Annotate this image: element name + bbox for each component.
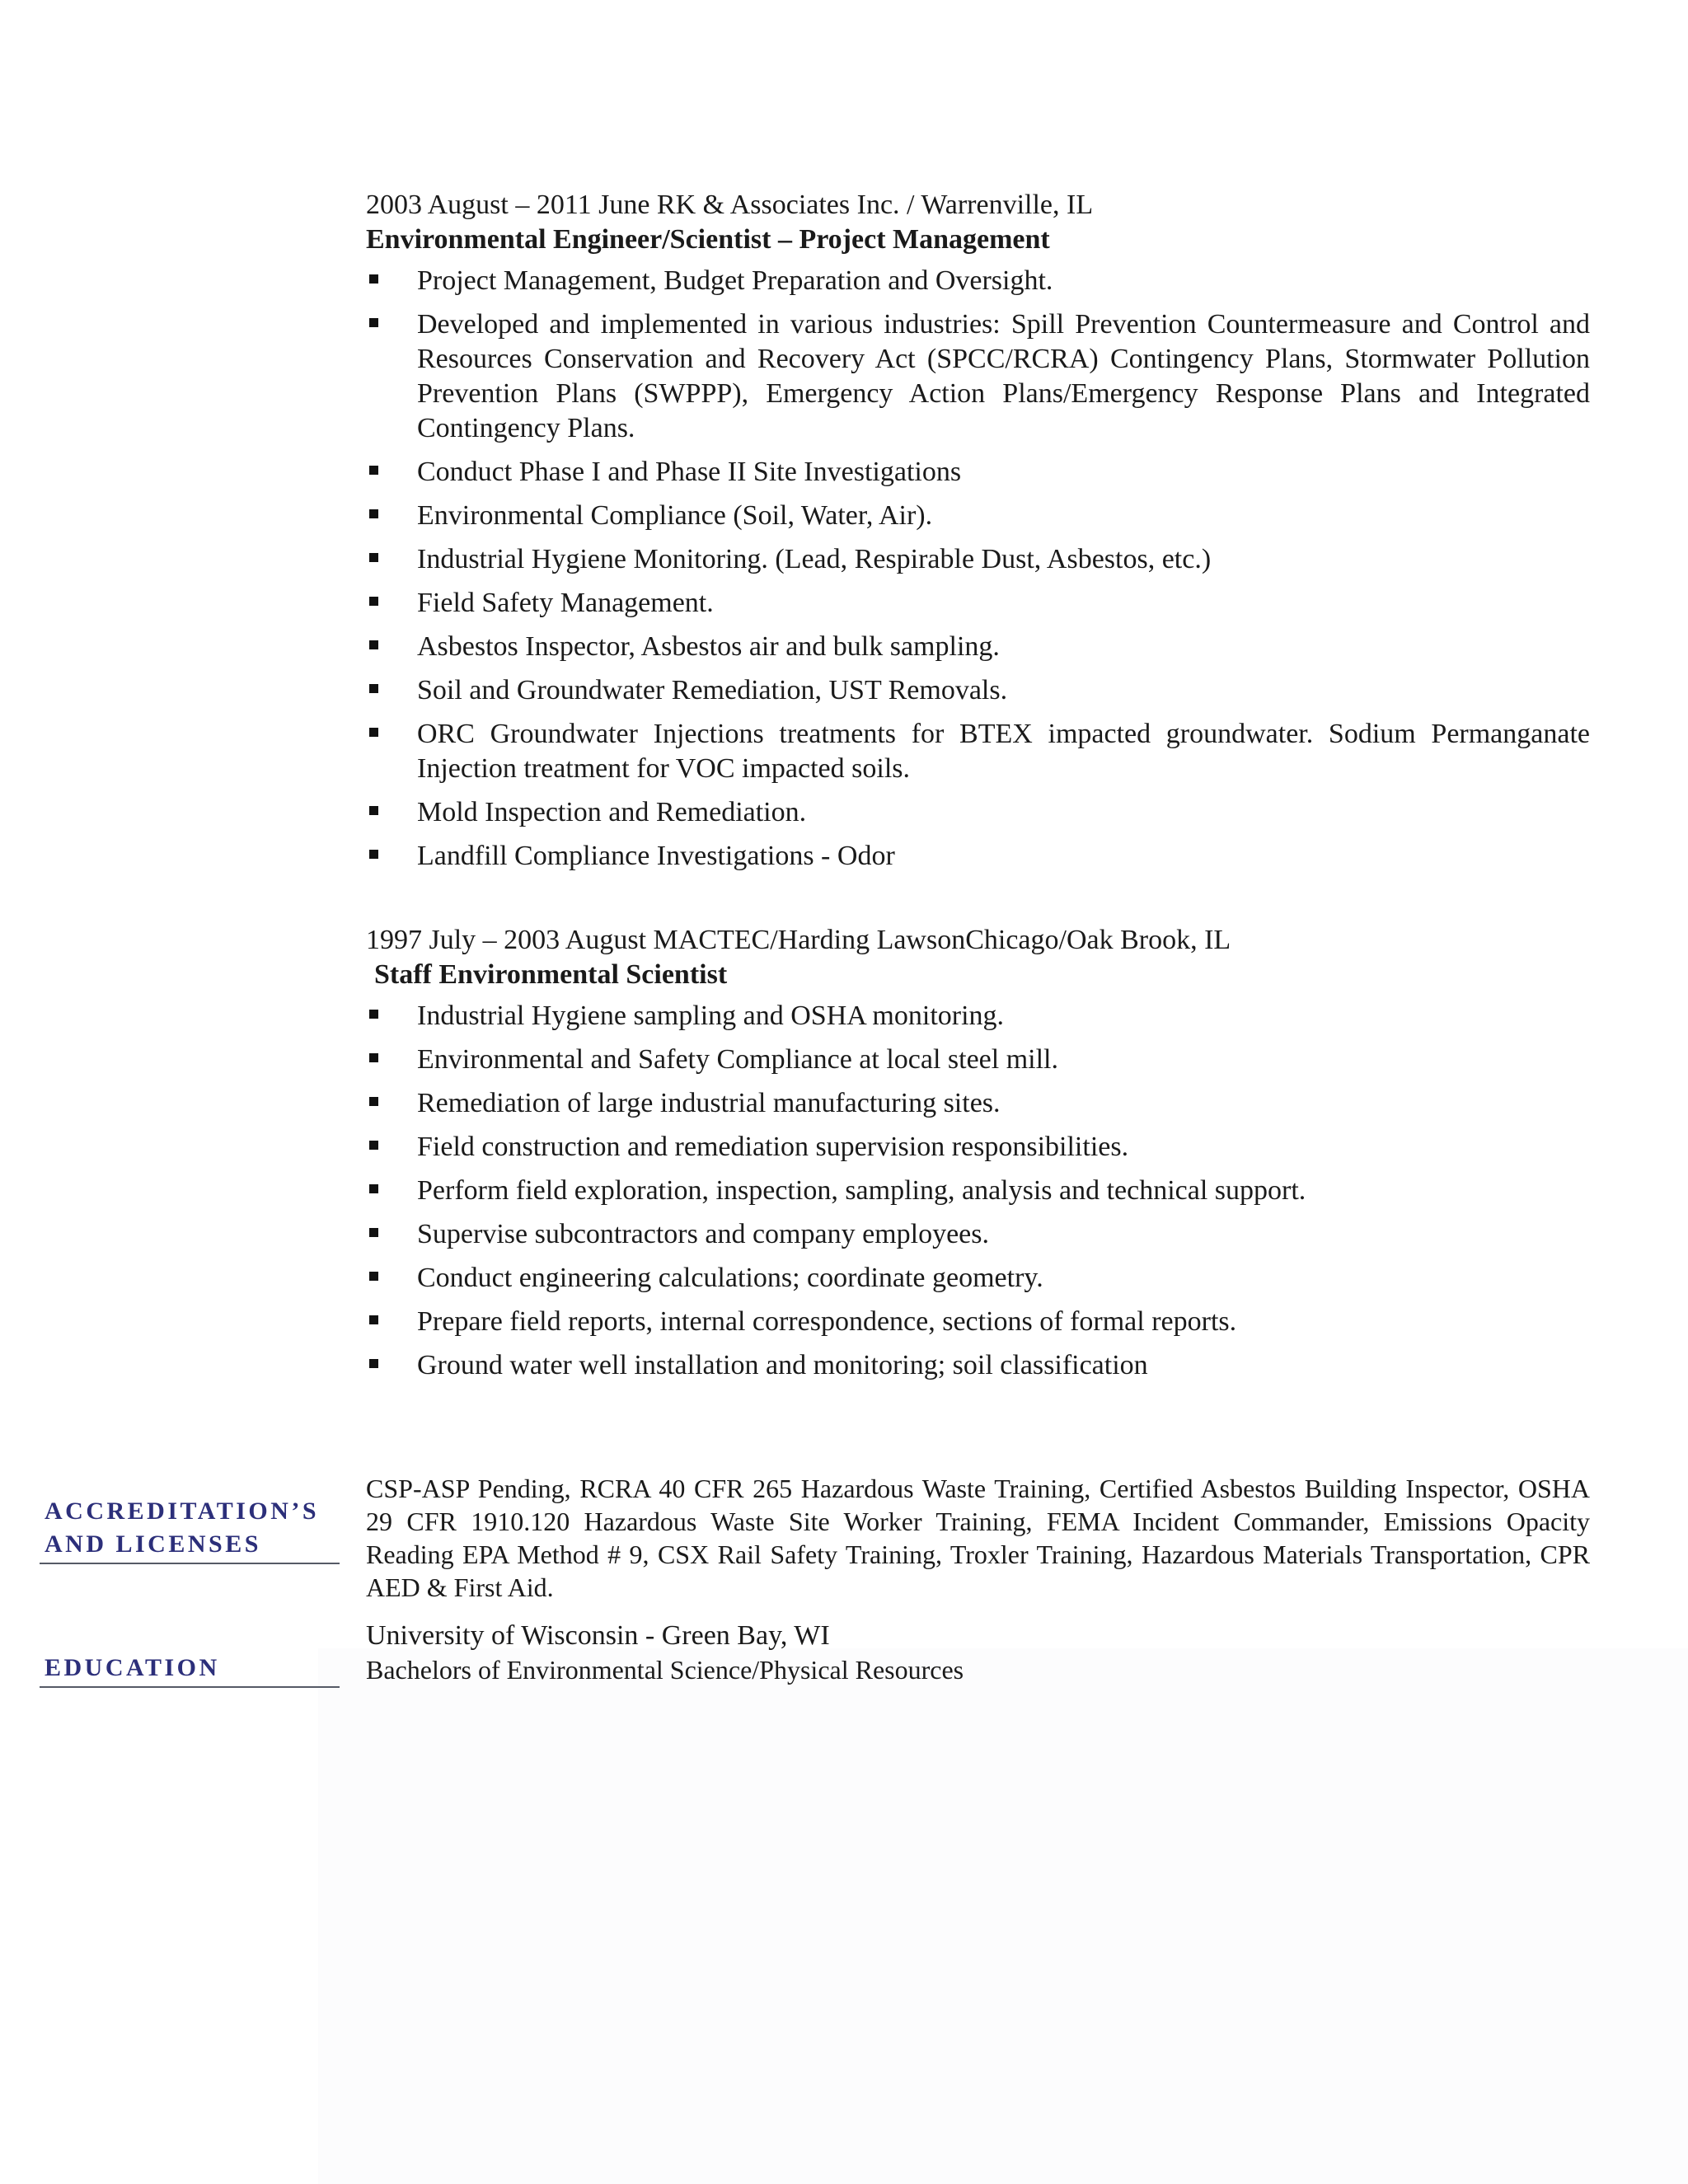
bullet-icon	[369, 1359, 378, 1368]
bullet-icon	[369, 1228, 378, 1237]
list-item	[366, 307, 1590, 446]
list-item	[366, 1217, 1590, 1252]
bullet-icon	[369, 318, 378, 327]
education-label: EDUCATION	[45, 1654, 220, 1681]
page-background-shade	[318, 1648, 1688, 2184]
bullet-icon	[369, 806, 378, 815]
bullet-text: Project Management, Budget Preparation and Oversight.	[417, 265, 1053, 296]
job-title: Staff Environmental Scientist	[374, 959, 728, 990]
bullet-icon	[369, 509, 378, 518]
bullet-text: Remediation of large industrial manufacturing sites.	[417, 1088, 1001, 1118]
list-item	[366, 586, 1590, 621]
bullet-icon	[369, 850, 378, 859]
bullet-text: Mold Inspection and Remediation.	[417, 797, 807, 827]
bullet-text: Industrial Hygiene Monitoring. (Lead, Respirable Dust, Asbestos, etc.)	[417, 544, 1212, 574]
list-item	[366, 839, 1590, 874]
job-header: 2003 August – 2011 June RK & Associates Inc. / Warrenville, IL	[366, 190, 1094, 220]
accreditations-label	[45, 1495, 341, 1561]
bullet-text: Ground water well installation and monitoring; soil classification	[417, 1350, 1148, 1380]
bullet-icon	[369, 274, 378, 284]
section-divider	[40, 1563, 340, 1564]
list-item	[366, 795, 1590, 830]
education-school: University of Wisconsin - Green Bay, WI	[366, 1620, 830, 1651]
list-item	[366, 542, 1590, 577]
bullet-text: Environmental Compliance (Soil, Water, Air).	[417, 500, 933, 531]
bullet-icon	[369, 1053, 378, 1062]
education-details	[366, 1619, 1590, 1686]
list-item	[366, 1130, 1590, 1165]
job-title: Environmental Engineer/Scientist – Project Management	[366, 224, 1050, 255]
list-item	[366, 1174, 1590, 1208]
bullet-text: Prepare field reports, internal correspondence, sections of formal reports.	[417, 1306, 1237, 1337]
bullet-icon	[369, 1184, 378, 1193]
list-item	[366, 1305, 1590, 1339]
bullet-icon	[369, 640, 378, 649]
list-item	[366, 999, 1590, 1033]
accreditations-text: CSP-ASP Pending, RCRA 40 CFR 265 Hazardous Waste Training, Certified Asbestos Building Inspector, OSHA 29 CFR 1910.120 Hazardous Waste Site Worker Training, FEMA Incident Commander, Emissions Opacity Reading EPA Method # 9, CSX Rail Safety Training, Troxler Training, Hazardous Materials Transportation, CPR AED & First Aid.	[366, 1474, 1590, 1602]
bullet-icon	[369, 466, 378, 475]
list-item	[366, 717, 1590, 786]
job-bullet-list	[366, 999, 1590, 1383]
bullet-text: Developed and implemented in various industries: Spill Prevention Countermeasure and Control and Resources Conservation and Recovery Act (SPCC/RCRA) Contingency Plans, Stormwater Pollution Prevention Plans (SWPPP), Emergency Action Plans/Emergency Response Plans and Integrated Contingency Plans.	[417, 309, 1590, 443]
bullet-text: Soil and Groundwater Remediation, UST Removals.	[417, 675, 1008, 705]
list-item	[366, 1261, 1590, 1296]
job-header: 1997 July – 2003 August MACTEC/Harding LawsonChicago/Oak Brook, IL	[366, 925, 1231, 955]
bullet-text: Perform field exploration, inspection, sampling, analysis and technical support.	[417, 1175, 1306, 1206]
job-bullet-list	[366, 264, 1590, 874]
job-entry	[366, 923, 1590, 1383]
bullet-icon	[369, 1315, 378, 1324]
bullet-text: Supervise subcontractors and company employees.	[417, 1219, 989, 1249]
bullet-icon	[369, 728, 378, 737]
section-divider	[40, 1686, 340, 1688]
bullet-icon	[369, 553, 378, 562]
job-entry	[366, 188, 1590, 874]
accreditations-label-line: ACCREDITATION’S	[45, 1497, 320, 1525]
education-degree: Bachelors of Environmental Science/Physical Resources	[366, 1655, 964, 1685]
bullet-text: Industrial Hygiene sampling and OSHA monitoring.	[417, 1001, 1005, 1031]
bullet-icon	[369, 1010, 378, 1019]
bullet-icon	[369, 684, 378, 693]
bullet-icon	[369, 1141, 378, 1150]
bullet-text: Environmental and Safety Compliance at local steel mill.	[417, 1044, 1058, 1075]
accreditations-label-line: AND LICENSES	[45, 1530, 261, 1558]
list-item	[366, 499, 1590, 533]
list-item	[366, 1348, 1590, 1383]
bullet-text: Field Safety Management.	[417, 588, 714, 618]
bullet-text: Conduct engineering calculations; coordinate geometry.	[417, 1263, 1043, 1293]
list-item	[366, 1086, 1590, 1121]
bullet-icon	[369, 1097, 378, 1106]
bullet-text: ORC Groundwater Injections treatments for BTEX impacted groundwater. Sodium Permanganate Injection treatment for VOC impacted soils.	[417, 719, 1590, 784]
experience-section	[366, 188, 1590, 1392]
list-item	[366, 1043, 1590, 1077]
bullet-text: Conduct Phase I and Phase II Site Investigations	[417, 457, 962, 487]
list-item	[366, 455, 1590, 490]
bullet-text: Field construction and remediation supervision responsibilities.	[417, 1132, 1129, 1162]
bullet-text: Asbestos Inspector, Asbestos air and bulk sampling.	[417, 631, 1000, 662]
list-item	[366, 673, 1590, 708]
bullet-text: Landfill Compliance Investigations - Odor	[417, 841, 895, 871]
bullet-icon	[369, 1272, 378, 1281]
list-item	[366, 264, 1590, 298]
list-item	[366, 630, 1590, 664]
bullet-icon	[369, 597, 378, 606]
